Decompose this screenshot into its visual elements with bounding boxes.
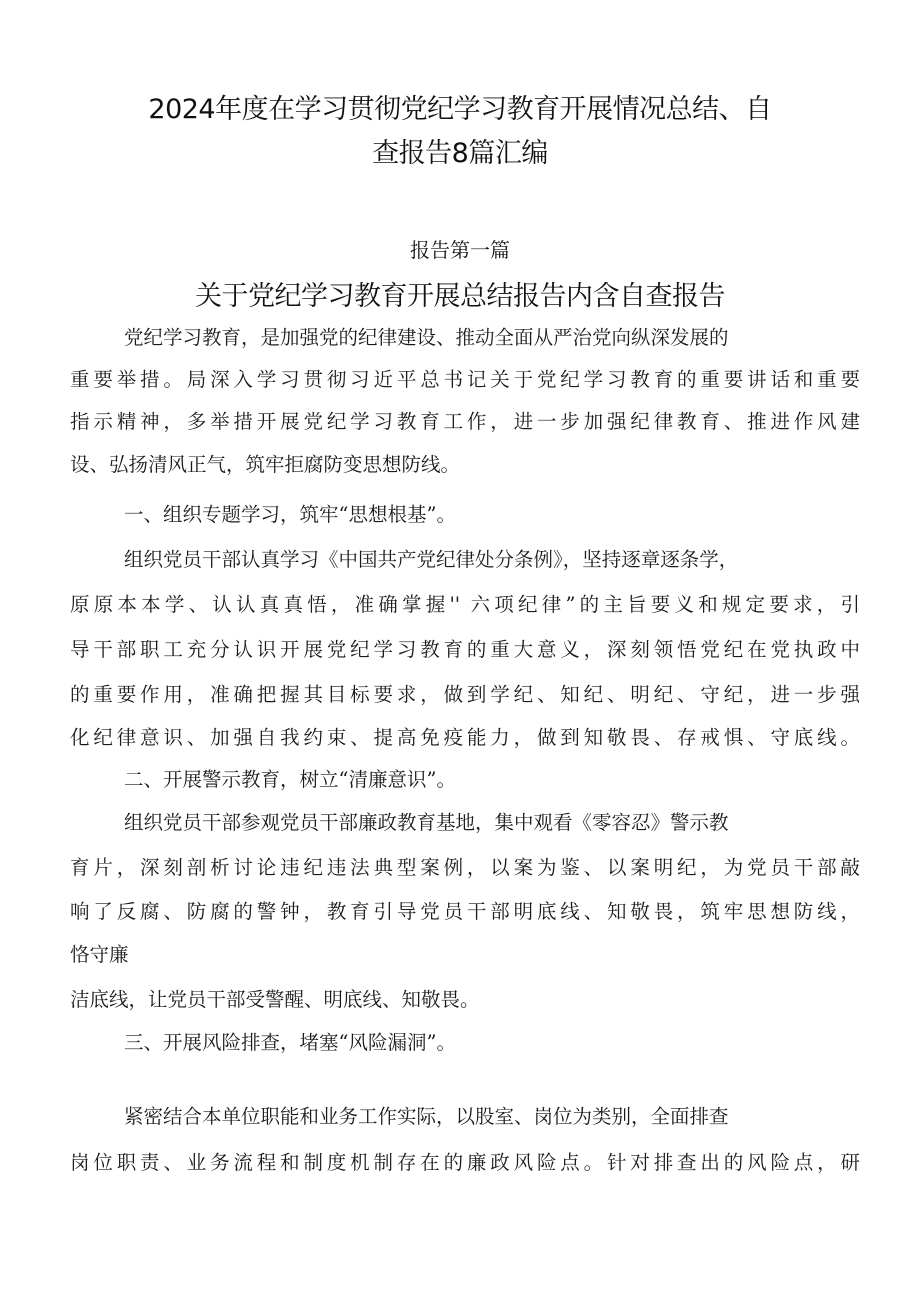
body-line: 党纪学习教育，是加强党的纪律建设、推动全面从严治党向纵深发展的: [124, 326, 729, 349]
body-line: 洁底线，让党员干部受警醒、明底线、知敬畏。: [70, 988, 480, 1011]
body-line: 紧密结合本单位职能和业务工作实际，以股室、岗位为类别，全面排查: [124, 1105, 729, 1128]
body-line: 育片，深刻剖析讨论违纪违法典型案例，以案为鉴、以案明纪，为党员干部敲: [70, 856, 860, 879]
body-line: 岗位职责、业务流程和制度机制存在的廉政风险点。针对排查出的风险点，研: [70, 1151, 860, 1174]
part-label: 报告第一篇: [410, 238, 510, 262]
body-line: 指示精神，多举措开展党纪学习教育工作，进一步加强纪律教育、推进作风建: [70, 410, 860, 433]
subsection-heading: 三、开展风险排查，堵塞“风险漏洞”。: [124, 1031, 456, 1054]
document-title-line-1: 2024年度在学习贯彻党纪学习教育开展情况总结、自: [148, 94, 772, 125]
body-line: 组织党员干部参观党员干部廉政教育基地，集中观看《零容忍》警示教: [124, 811, 729, 834]
body-line: 恪守廉: [70, 943, 129, 966]
body-line: 化纪律意识、加强自我约束、提高免疫能力，做到知敬畏、存戒惧、守底线。: [70, 726, 860, 749]
body-line: 设、弘扬清风正气，筑牢拒腐防变思想防线。: [70, 453, 461, 476]
body-line: 原原本本学、认认真真悟，准确掌握'' 六项纪律”的主旨要义和规定要求，引: [70, 593, 860, 616]
body-line: 响了反腐、防腐的警钟，教育引导党员干部明底线、知敬畏，筑牢思想防线，: [70, 900, 860, 923]
subsection-heading: 一、组织专题学习，筑牢“思想根基”。: [124, 503, 456, 526]
document-title-line-2: 查报告8篇汇编: [372, 138, 548, 169]
body-line: 的重要作用，准确把握其目标要求，做到学纪、知纪、明纪、守纪，进一步强: [70, 683, 860, 706]
body-line: 导干部职工充分认识开展党纪学习教育的重大意义，深刻领悟党纪在党执政中: [70, 638, 860, 661]
subsection-heading: 二、开展警示教育，树立“清廉意识”。: [124, 768, 456, 791]
section-title: 关于党纪学习教育开展总结报告内含自查报告: [195, 281, 725, 312]
body-line: 重要举措。局深入学习贯彻习近平总书记关于党纪学习教育的重要讲话和重要: [70, 368, 860, 391]
body-line: 组织党员干部认真学习《中国共产党纪律处分条例》，坚持逐章逐条学，: [124, 548, 739, 571]
